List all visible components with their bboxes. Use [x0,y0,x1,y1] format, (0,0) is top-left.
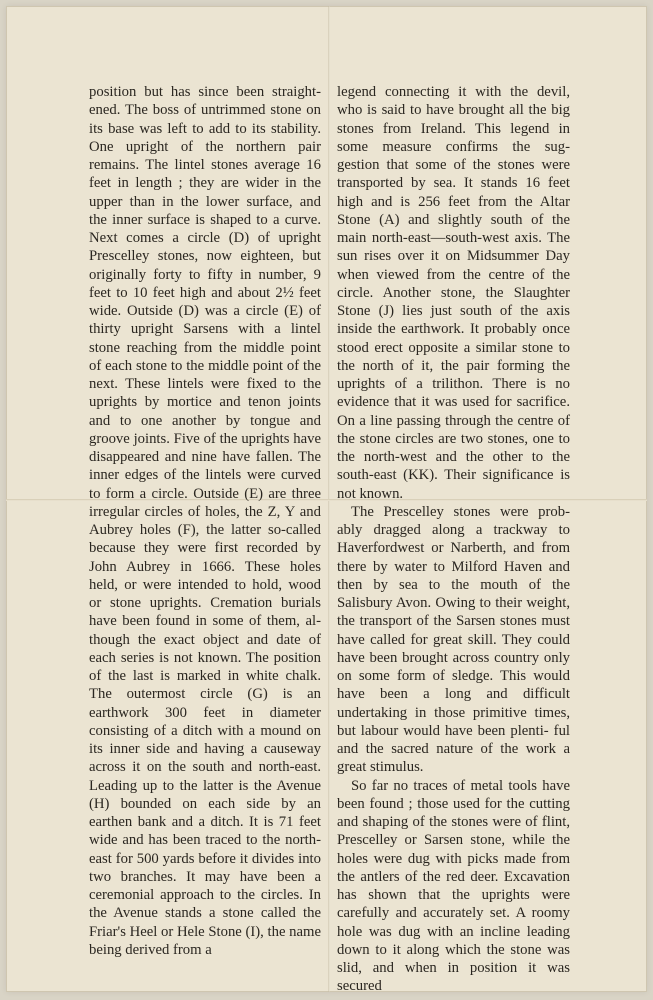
right-paragraph: So far no traces of metal tools have been found ; those used for the cutting and shaping of the stones were of flint, Prescelley or Sarsen stone, while the holes were dug with picks made from the antlers of the red deer. Excavation has shown that the uprights were carefully and accurately set. A roomy hole was dug with an incline leading down to it along which the stone was slid, and when in position it was secured [337,777,570,995]
right-paragraph: The Prescelley stones were prob- ably dragged along a trackway to Haverfordwest or Narberth, and from there by water to Milford Haven and then by sea to the mouth of the Salisbury Avon. Owing to their weight, the transport of the Sarsen stones must have called for great skill. They could have been brought across country only on some form of sledge. This would have been a long and difficult undertaking in those primitive times, but labour would have been plenti- ful and the sacred nature of the work a great stimulus. [337,503,570,776]
left-text-column [89,83,321,959]
right-text-column [337,83,570,996]
document-page [6,6,647,995]
right-paragraph: legend connecting it with the devil, who is said to have brought all the big stones from Ireland. This legend in some measure confirms the sug- gestion that some of the stones were transported by sea. It stands 16 feet high and is 256 feet from the Altar Stone (A) and slightly south of the main north-east—south-west axis. The sun rises over it on Midsummer Day when viewed from the centre of the circle. Another stone, the Slaughter Stone (J) lies just south of the axis inside the earthwork. It probably once stood erect opposite a similar stone to the north of it, the pair forming the uprights of a trilithon. There is no evidence that it was used for sacrifice. On a line passing through the centre of the stone circles are two stones, one to the north-west and the other to the south-east (KK). Their significance is not known. [337,84,570,502]
left-paragraph: position but has since been straight- ened. The boss of untrimmed stone on its base was left to add to its stability. One upright of the northern pair remains. The lintel stones average 16 feet in length ; they are wider in the upper than in the lower surface, and the inner surface is shaped to a curve. Next comes a circle (D) of upright Prescelley stones, now eighteen, but originally forty to fifty in number, 9 feet to 10 feet high and about 2½ feet wide. Outside (D) was a circle (E) of thirty upright Sarsens with a lintel stone reaching from the middle point of each stone to the middle point of the next. These lintels were fixed to the uprights by mortice and tenon joints and to one another by tongue and groove joints. Five of the uprights have disappeared and nine have fallen. The inner edges of the lintels were curved to form a circle. Outside (E) are three irregular circles of holes, the Z, Y and Aubrey holes (F), the latter so-called because they were first recorded by John Aubrey in 1666. These holes held, or were intended to hold, wood or stone uprights. Cremation burials have been found in some of them, al- though the exact object and date of each series is not known. The position of the last is marked in white chalk. The outermost circle (G) is an earthwork 300 feet in diameter consisting of a ditch with a mound on its inner side and having a causeway across it on the south and north-east. Leading up to the latter is the Avenue (H) bounded on each side by an earthen bank and a ditch. It is 71 feet wide and has been traced to the north-east for 500 yards before it divides into two branches. It may have been a ceremonial approach to the circles. In the Avenue stands a stone called the Friar's Heel or Hele Stone (I), the name being derived from a [89,84,321,958]
